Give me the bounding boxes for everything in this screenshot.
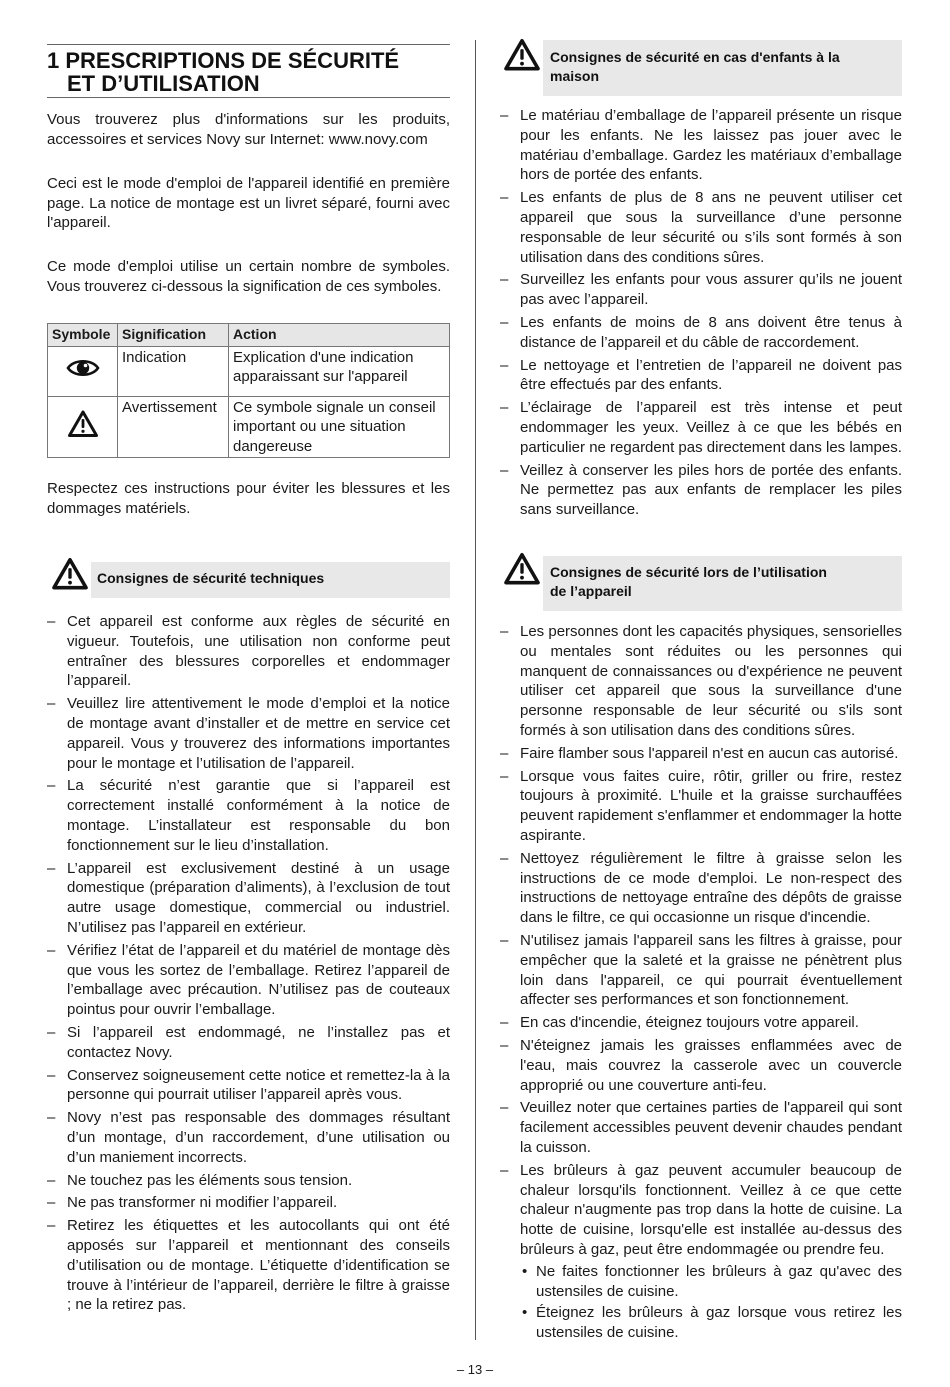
list-item: – Nettoyez régulièrement le filtre à graisse selon les instructions de ce mode d'emploi. Le non-respect des instructions de nettoyage entraîne des dépôts de graisse dans le filtre, ce qui occasionne un risque d'incendie. — [500, 849, 902, 928]
bullet-list — [520, 1262, 902, 1343]
list-item: – Veillez à conserver les piles hors de portée des enfants. Ne permettez pas aux enfants de remplacer les piles sans surveillance. — [500, 461, 902, 520]
list-item: – Veuillez lire attentivement le mode d’emploi et la notice de montage avant d’installer et de mettre en service cet appareil. Vous y trouverez des informations importantes pour le montage et l’utilisation de l’appareil. — [47, 694, 450, 773]
bullet-dot: • — [522, 1304, 528, 1322]
action-cell: Explication d'une indication apparaissant sur l'appareil — [229, 346, 450, 396]
table-row — [48, 346, 450, 396]
list-item: – Le nettoyage et l’entretien de l’appareil ne doivent pas être effectués par des enfants. — [500, 356, 902, 396]
list-item: – Ne pas transformer ni modifier l’appareil. — [47, 1193, 450, 1213]
list-item: – L’appareil est exclusivement destiné à un usage domestique (préparation d’aliments), à l’exclusion de tout autre usage domestique, commercial ou industriel. N’utilisez pas l’appareil en extérieur. — [47, 859, 450, 938]
bullet-item — [520, 1303, 902, 1343]
usage-list — [500, 622, 902, 1343]
section-title-line1: 1 PRESCRIPTIONS DE SÉCURITÉ — [47, 48, 400, 73]
symbol-table-header — [48, 324, 450, 347]
intro-paragraph-manual: Ceci est le mode d'emploi de l'appareil identifié en première page. La notice de montage est un livret séparé, fourni avec l'appareil. — [47, 175, 450, 231]
list-item: – Les personnes dont les capacités physiques, sensorielles ou mentales sont réduites ou les personnes qui manquent de connaissances ou d'expérience ne peuvent utiliser cet appareil que sous la surveillance d'une personne responsable de leur sécurité ou s'ils sont formés à son utilisation dans des conditions sûres. — [500, 622, 902, 741]
list-item: – La sécurité n’est garantie que si l’appareil est correctement installé conformément à la notice de montage. L’installateur est responsable du bon fonctionnement sur le lieu d’installation. — [47, 776, 450, 855]
list-item: – Surveillez les enfants pour vous assurer qu’ils ne jouent pas avec l’appareil. — [500, 270, 902, 310]
signification-cell: Avertissement — [118, 396, 229, 458]
section-title-line2: ET D’UTILISATION — [67, 71, 260, 96]
header-action: Action — [229, 324, 450, 347]
header-signification: Signification — [118, 324, 229, 347]
bullet-text: Éteignez les brûleurs à gaz lorsque vous retirez les ustensiles de cuisine. — [536, 1304, 902, 1342]
list-item: – En cas d'incendie, éteignez toujours votre appareil. — [500, 1013, 902, 1033]
signification-cell: Indication — [118, 346, 229, 396]
intro-paragraph-respect: Respectez ces instructions pour éviter les blessures et les dommages matériels. — [47, 480, 450, 517]
bullet-item — [520, 1262, 902, 1302]
list-item: – Faire flamber sous l'appareil n'est en aucun cas autorisé. — [500, 744, 902, 764]
intro-paragraph-website: Vous trouverez plus d'informations sur les produits, accessoires et services Novy sur Internet: www.novy.com — [47, 111, 450, 148]
list-item: – Lorsque vous faites cuire, rôtir, griller ou frire, restez toujours à proximité. L'huile et la graisse surchauffées peuvent rapidement s'enflammer et endommager la hotte aspirante. — [500, 767, 902, 846]
children-list — [500, 106, 902, 520]
list-item: – Veuillez noter que certaines parties de l'appareil qui sont facilement accessibles peuvent devenir chaudes pendant la cuisson. — [500, 1098, 902, 1157]
warning-triangle-icon — [503, 551, 541, 587]
list-item: – Si l’appareil est endommagé, ne l’installez pas et contactez Novy. — [47, 1023, 450, 1063]
list-item: – Cet appareil est conforme aux règles de sécurité en vigueur. Toutefois, une utilisation non conforme peut entraîner des blessures corporelles et endommager l’appareil. — [47, 612, 450, 691]
usage-heading-line1: Consignes de sécurité lors de l’utilisation — [550, 564, 827, 580]
list-item: – L’éclairage de l’appareil est très intense et peut endommager les yeux. Veillez à ce que les bébés en particulier ne regardent pas directement dans les lampes. — [500, 398, 902, 457]
list-item: – Le matériau d’emballage de l’appareil présente un risque pour les enfants. Ne les laissez pas jouer avec le matériau d’emballage. Gardez les matériaux d’emballage hors de portée des enfants. — [500, 106, 902, 185]
column-divider — [475, 40, 476, 1340]
list-item: – Conservez soigneusement cette notice et remettez-la à la personne qui pourrait utiliser l’appareil après vous. — [47, 1066, 450, 1106]
symbol-cell — [48, 346, 118, 396]
list-item: – Ne touchez pas les éléments sous tension. — [47, 1171, 450, 1191]
section-title — [47, 44, 450, 98]
table-row — [48, 396, 450, 458]
technical-heading-box — [91, 562, 450, 598]
bullet-text: Ne faites fonctionner les brûleurs à gaz qu'avec des ustensiles de cuisine. — [536, 1262, 902, 1300]
list-item: – N'éteignez jamais les graisses enflammées avec de l'eau, mais couvrez la casserole avec un couvercle approprié ou une couverture anti-feu. — [500, 1036, 902, 1095]
warning-triangle-icon — [51, 556, 89, 592]
usage-heading-line2: de l’appareil — [550, 583, 632, 599]
bullet-dot: • — [522, 1262, 528, 1280]
list-item: – N'utilisez jamais l'appareil sans les filtres à graisse, pour empêcher que la saleté et la graisse ne pénètrent plus loin dans l'appareil, ce qui pourrait éventuellement affecter ses performances et son fonctionnement. — [500, 931, 902, 1010]
header-symbole: Symbole — [48, 324, 118, 347]
list-item: – Vérifiez l’état de l’appareil et du matériel de montage dès que vous les sortez de l’emballage. Retirez l’appareil de l’emballage avec précaution. N’utilisez pas de couteaux pointus pour ouvrir l’emballage. — [47, 941, 450, 1020]
list-item: – Les enfants de moins de 8 ans doivent être tenus à distance de l’appareil et du câble de raccordement. — [500, 313, 902, 353]
eye-icon — [66, 356, 100, 380]
warning-triangle-icon — [67, 409, 99, 439]
technical-heading: Consignes de sécurité techniques — [97, 570, 325, 586]
list-item-text: Les brûleurs à gaz peuvent accumuler beaucoup de chaleur lorsqu'ils fonctionnent. Veillez à ce que cette chaleur n'augmente pas trop dans la hotte de cuisine. La hotte de cuisine, lorsqu'elle est installée au-dessus des brûleurs à gaz, peut être endommagée ou prendre feu. — [520, 1161, 902, 1258]
children-heading: Consignes de sécurité en cas d'enfants à la maison — [550, 49, 840, 84]
technical-list — [47, 612, 450, 1315]
intro-paragraph-symbols: Ce mode d'emploi utilise un certain nombre de symboles. Vous trouverez ci-dessous la signification de ces symboles. — [47, 258, 450, 295]
list-item: – Les enfants de plus de 8 ans ne peuvent utiliser cet appareil que sous la surveillance d’une personne responsable de leur sécurité ou s’ils sont formés à son utilisation dans des conditions sûres. — [500, 188, 902, 267]
list-item — [500, 1161, 902, 1343]
list-item: – Novy n’est pas responsable des dommages résultant d’un montage, d’un raccordement, d’une utilisation ou d’un maniement incorrects. — [47, 1108, 450, 1167]
symbol-cell — [48, 396, 118, 458]
list-item: – Retirez les étiquettes et les autocollants qui ont été apposés sur l’appareil et mentionnant des conseils d’utilisation ou de montage. L’étiquette d’identification se trouve à l’intérieur de l’appareil, derrière le filtre à graisse ; ne la retirez pas. — [47, 1216, 450, 1315]
symbol-table — [47, 323, 450, 458]
warning-triangle-icon — [503, 37, 541, 73]
action-cell: Ce symbole signale un conseil important ou une situation dangereuse — [229, 396, 450, 458]
children-heading-box — [543, 40, 902, 96]
usage-heading-box — [543, 556, 902, 611]
page-number: – 13 – — [456, 1362, 494, 1377]
